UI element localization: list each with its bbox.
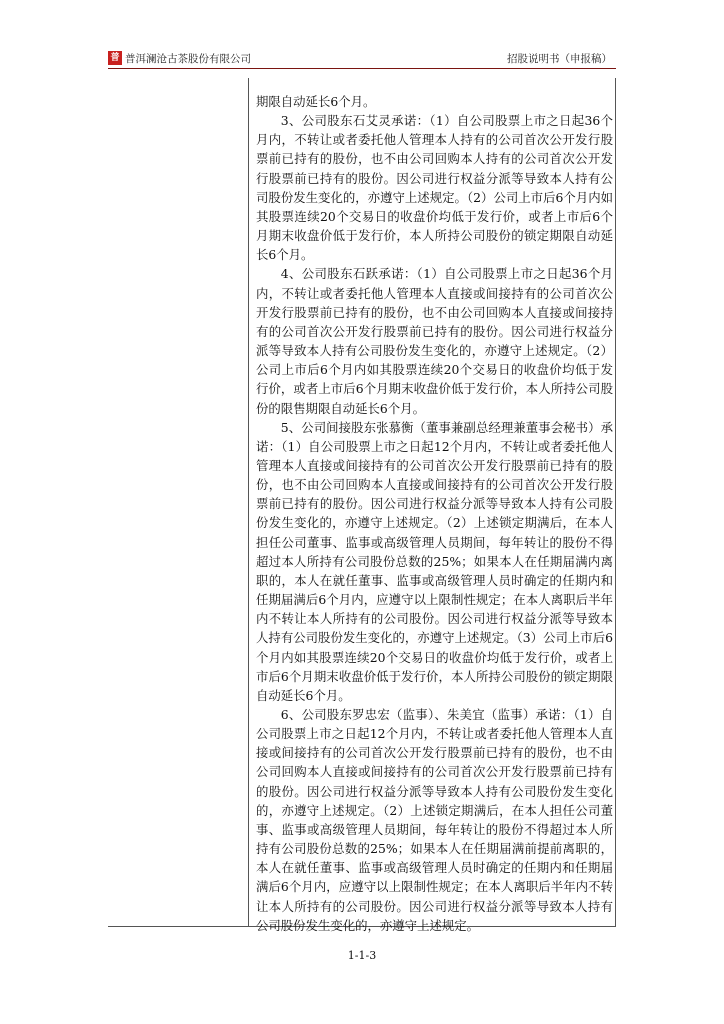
document-title: 招股说明书（申报稿） (507, 53, 612, 65)
header-divider (108, 68, 616, 69)
paragraph-commitment-6: 6、公司股东罗忠宏（监事）、朱美宜（监事）承诺：（1）自公司股票上市之日起12个月内，不转让或者委托他人管理本人直接或间接持有的公司首次公开发行股票前已持有的股份，也不由公司回购本人直接或间接持有的公司首次公开发行股票前已持有的股份。因公司进行权益分派等导致本人持有公司股份发生变化的，亦遵守上述规定。（2）上述锁定期满后，在本人担任公司董事、监事或高级管理人员期间，每年转让的股份不得超过本人所持有公司股份总数的25%；如果本人在任期届满前提前离职的，本人在就任董事、监事或高级管理人员时确定的任期内和任期届满后6个月内，应遵守以上限制性规定；在本人离职后半年内不转让本人所持有的公司股份。因公司进行权益分派等导致本人持有公司股份发生变化的，亦遵守上述规定。 (256, 707, 613, 933)
paragraph-commitment-4: 4、公司股东石跃承诺：（1）自公司股票上市之日起36个月内，不转让或者委托他人管理本人直接或间接持有的公司首次公开发行股票前已持有的股份，也不由公司回购本人直接或间接持有的公司首次公开发行股票前已持有的股份。因公司进行权益分派等导致本人持有公司股份发生变化的，亦遵守上述规定。（2）公司上市后6个月内如其股票连续20个交易日的收盘价均低于发行价，或者上市后6个月期末收盘价低于发行价，本人所持公司股份的限售期限自动延长6个月。 (256, 266, 613, 416)
paragraph-commitment-3: 3、公司股东石艾灵承诺：（1）自公司股票上市之日起36个月内，不转让或者委托他人管理本人持有的公司首次公开发行股票前已持有的股份，也不由公司回购本人持有的公司首次公开发行股票前已持有的股份。因公司进行权益分派等导致本人持有公司股份发生变化的，亦遵守上述规定。（2）公司上市后6个月内如其股票连续20个交易日的收盘价均低于发行价，或者上市后6个月期末收盘价低于发行价，本人所持公司股份的锁定期限自动延长6个月。 (256, 113, 613, 263)
paragraph-commitment-5: 5、公司间接股东张慕衡（董事兼副总经理兼董事会秘书）承诺：（1）自公司股票上市之日起12个月内，不转让或者委托他人管理本人直接或间接持有的公司首次公开发行股票前已持有的股份，也不由公司回购本人直接或间接持有的公司首次公开发行股票前已持有的股份。因公司进行权益分派等导致本人持有公司股份发生变化的，亦遵守上述规定。（2）上述锁定期满后，在本人担任公司董事、监事或高级管理人员期间，每年转让的股份不得超过本人所持有公司股份总数的25%；如果本人在任期届满内离职的，本人在就任董事、监事或高级管理人员时确定的任期内和任期届满后6个月内，应遵守以上限制性规定；在本人离职后半年内不转让本人所持有的公司股份。因公司进行权益分派等导致本人持有公司股份发生变化的，亦遵守上述规定。（3）公司上市后6个月内如其股票连续20个交易日的收盘价均低于发行价，或者上市后6个月期末收盘价低于发行价，本人所持公司股份的锁定期限自动延长6个月。 (256, 419, 613, 703)
company-logo-icon: 普 (108, 51, 122, 65)
commitment-text (256, 92, 613, 935)
paragraph-continued: 期限自动延长6个月。 (256, 94, 376, 109)
page-header (108, 50, 616, 66)
page-number: 1-1-3 (347, 949, 377, 962)
company-name: 普洱澜沧古茶股份有限公司 (125, 53, 251, 65)
table-left-column (108, 78, 248, 926)
